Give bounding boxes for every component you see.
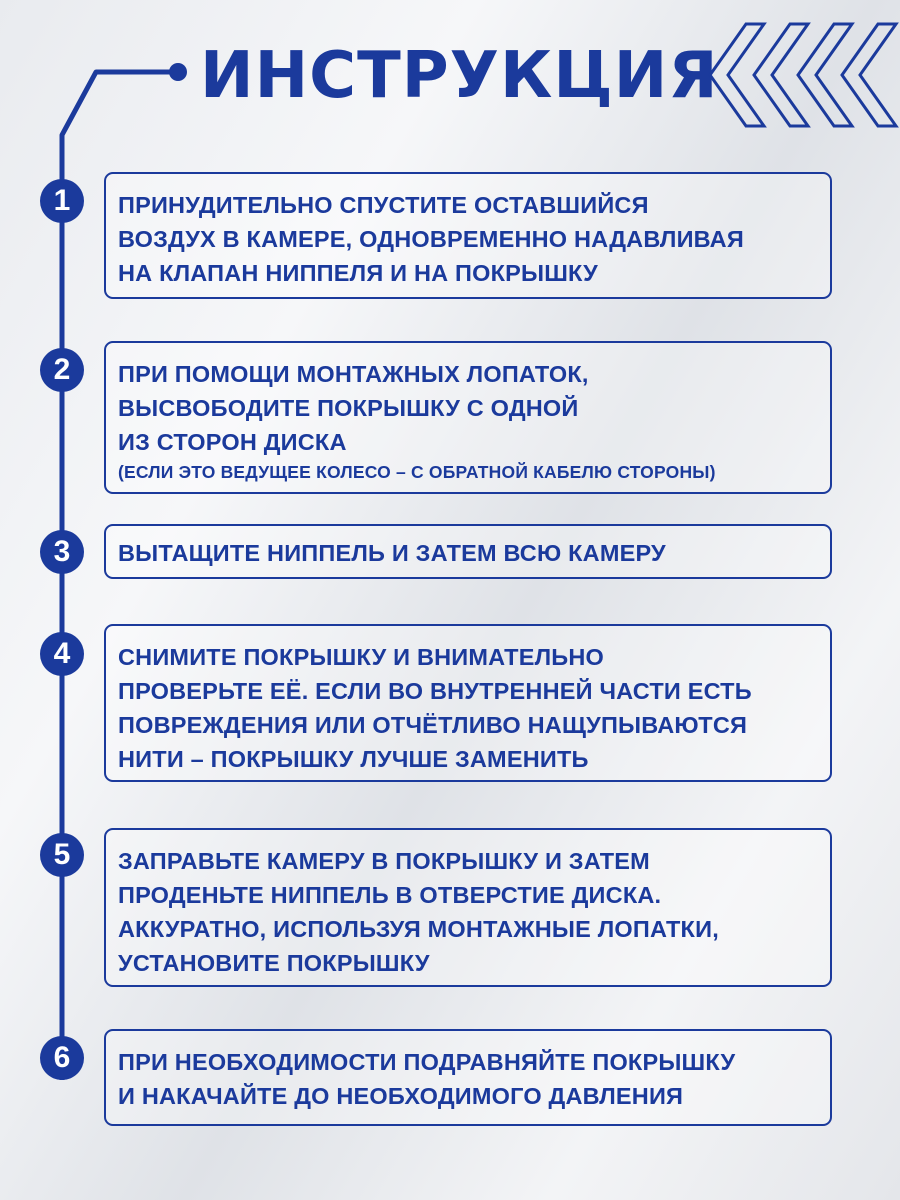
step-card-2 xyxy=(104,341,832,494)
step-5-line-3: АККУРАТНО, ИСПОЛЬЗУЯ МОНТАЖНЫЕ ЛОПАТКИ, xyxy=(118,916,719,942)
step-number-badge-3: 3 xyxy=(40,530,84,574)
page-title: ИНСТРУКЦИЯ xyxy=(200,39,719,113)
step-2-line-3: ИЗ СТОРОН ДИСКА xyxy=(118,429,347,455)
step-number-badge-5: 5 xyxy=(40,833,84,877)
step-card-3 xyxy=(104,524,832,579)
step-card-1 xyxy=(104,172,832,299)
step-number-badge-4: 4 xyxy=(40,632,84,676)
step-number-badge-1: 1 xyxy=(40,179,84,223)
step-5-line-4: УСТАНОВИТЕ ПОКРЫШКУ xyxy=(118,950,430,976)
step-5-line-1: ЗАПРАВЬТЕ КАМЕРУ В ПОКРЫШКУ И ЗАТЕМ xyxy=(118,848,650,874)
step-2-line-2: ВЫСВОБОДИТЕ ПОКРЫШКУ С ОДНОЙ xyxy=(118,395,579,421)
step-4-line-2: ПРОВЕРЬТЕ ЕЁ. ЕСЛИ ВО ВНУТРЕННЕЙ ЧАСТИ ЕСТЬ xyxy=(118,678,752,704)
step-6-line-2: И НАКАЧАЙТЕ ДО НЕОБХОДИМОГО ДАВЛЕНИЯ xyxy=(118,1083,684,1109)
step-1-line-1: ПРИНУДИТЕЛЬНО СПУСТИТЕ ОСТАВШИЙСЯ xyxy=(118,192,649,218)
step-card-4 xyxy=(104,624,832,782)
step-4-line-3: ПОВРЕЖДЕНИЯ ИЛИ ОТЧЁТЛИВО НАЩУПЫВАЮТСЯ xyxy=(118,712,748,738)
step-number-badge-6: 6 xyxy=(40,1036,84,1080)
step-5-line-2: ПРОДЕНЬТЕ НИППЕЛЬ В ОТВЕРСТИЕ ДИСКА. xyxy=(118,882,662,908)
step-2-line-1: ПРИ ПОМОЩИ МОНТАЖНЫХ ЛОПАТОК, xyxy=(118,361,589,387)
step-number-badge-2: 2 xyxy=(40,348,84,392)
step-2-note: (ЕСЛИ ЭТО ВЕДУЩЕЕ КОЛЕСО – С ОБРАТНОЙ КАБЕЛЮ СТОРОНЫ) xyxy=(118,462,716,482)
step-4-line-4: НИТИ – ПОКРЫШКУ ЛУЧШЕ ЗАМЕНИТЬ xyxy=(118,746,589,772)
chevron-arrows-icon xyxy=(706,20,900,130)
step-1-line-3: НА КЛАПАН НИППЕЛЯ И НА ПОКРЫШКУ xyxy=(118,260,598,286)
step-6-line-1: ПРИ НЕОБХОДИМОСТИ ПОДРАВНЯЙТЕ ПОКРЫШКУ xyxy=(118,1049,736,1075)
step-3-line-1: ВЫТАЩИТЕ НИППЕЛЬ И ЗАТЕМ ВСЮ КАМЕРУ xyxy=(118,540,666,566)
step-4-line-1: СНИМИТЕ ПОКРЫШКУ И ВНИМАТЕЛЬНО xyxy=(118,644,605,670)
step-card-6 xyxy=(104,1029,832,1126)
step-1-line-2: ВОЗДУХ В КАМЕРЕ, ОДНОВРЕМЕННО НАДАВЛИВАЯ xyxy=(118,226,744,252)
step-card-5 xyxy=(104,828,832,987)
